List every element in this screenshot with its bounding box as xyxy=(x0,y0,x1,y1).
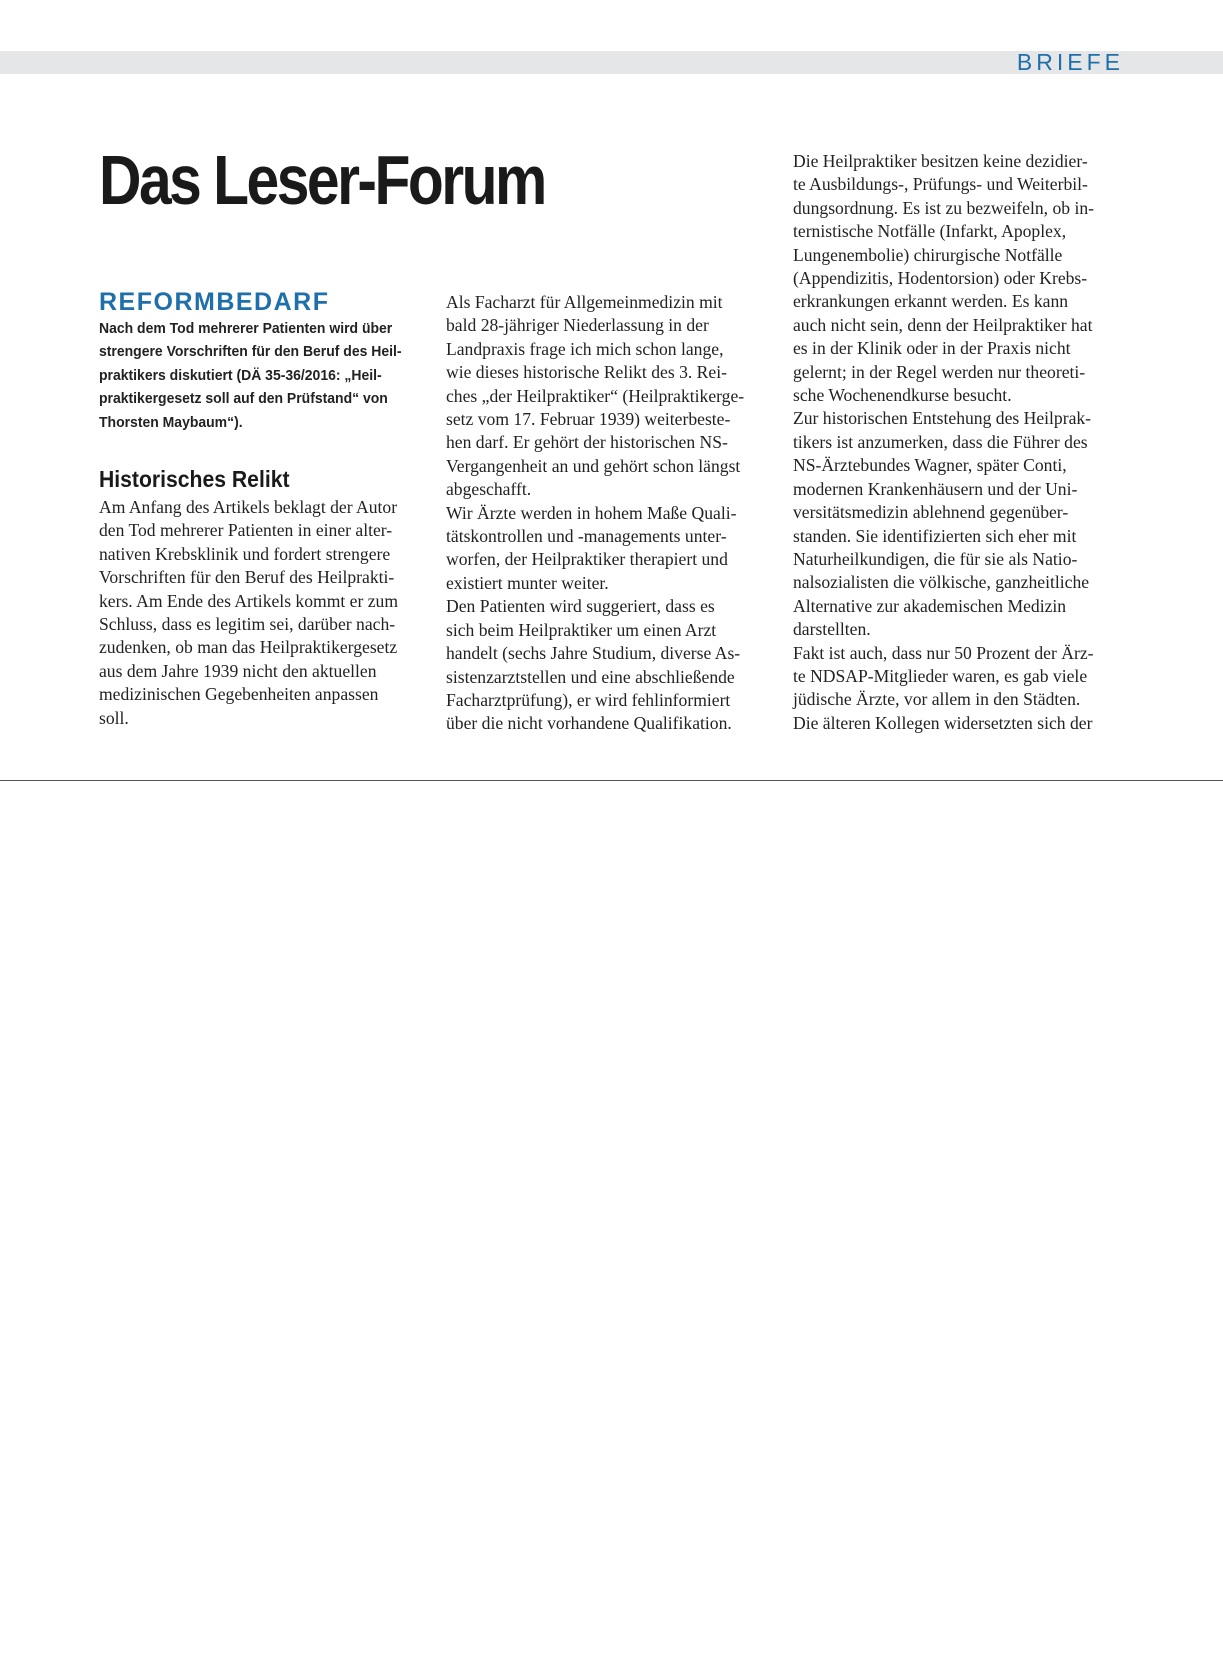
text-line: Den Patienten wird suggeriert, dass es xyxy=(446,596,715,617)
article-intro xyxy=(99,317,435,434)
section-label: BRIEFE xyxy=(1016,49,1124,75)
text-line: Schluss, dass es legitim sei, darüber nach- xyxy=(99,614,396,635)
text-line: kers. Am Ende des Artikels kommt er zum xyxy=(99,590,399,611)
text-line: nalsozialisten die völkische, ganzheitliche xyxy=(793,572,1090,593)
text-line: te NDSAP-Mitglieder waren, es gab viele xyxy=(793,665,1088,686)
intro-line: Nach dem Tod mehrerer Patienten wird über xyxy=(99,320,393,337)
article-subhead: Historisches Relikt xyxy=(99,466,290,493)
text-line: Die Heilpraktiker besitzen keine dezidier- xyxy=(793,151,1088,171)
text-line: te Ausbildungs-, Prüfungs- und Weiterbil- xyxy=(793,174,1088,195)
column-2-body xyxy=(446,291,781,736)
text-line: setz vom 17. Februar 1939) weiterbeste- xyxy=(446,409,731,430)
intro-line: Thorsten Maybaum“). xyxy=(99,413,243,431)
text-line: gelernt; in der Regel werden nur theoreti- xyxy=(793,361,1086,382)
text-line: den Tod mehrerer Patienten in einer alter- xyxy=(99,520,393,541)
text-line: auch nicht sein, denn der Heilpraktiker hat xyxy=(793,314,1093,335)
text-line: sich beim Heilpraktiker um einen Arzt xyxy=(446,619,717,640)
text-line: existiert munter weiter. xyxy=(446,572,609,593)
text-line: nativen Krebsklinik und fordert strengere xyxy=(99,543,391,564)
text-line: modernen Krankenhäusern und der Uni- xyxy=(793,478,1078,499)
text-line: versitätsmedizin ablehnend gegenüber- xyxy=(793,502,1069,523)
text-line: worfen, der Heilpraktiker therapiert und xyxy=(446,549,728,570)
article-kicker: REFORMBEDARF xyxy=(99,288,330,316)
text-line: wie dieses historische Relikt des 3. Rei- xyxy=(446,362,727,383)
text-line: medizinischen Gegebenheiten anpassen xyxy=(99,684,379,705)
page-title: Das Leser-Forum xyxy=(99,141,545,219)
text-line: tätskontrollen und -managements unter- xyxy=(446,526,727,547)
text-line: Landpraxis frage ich mich schon lange, xyxy=(446,338,724,359)
text-line: Zur historischen Entstehung des Heilprak- xyxy=(793,408,1092,429)
article-column-1 xyxy=(99,287,434,730)
article-column-2 xyxy=(446,291,781,736)
text-line: zudenken, ob man das Heilpraktikergesetz xyxy=(99,637,398,658)
column-1-body xyxy=(99,496,434,730)
text-line: (Appendizitis, Hodentorsion) oder Krebs- xyxy=(793,268,1088,289)
text-line: Fakt ist auch, dass nur 50 Prozent der Ärz- xyxy=(793,642,1094,663)
text-line: ternistische Notfälle (Infarkt, Apoplex, xyxy=(793,221,1067,242)
article-column-3 xyxy=(793,150,1128,735)
text-line: abgeschafft. xyxy=(446,479,532,500)
text-line: tikers ist anzumerken, dass die Führer des xyxy=(793,431,1088,452)
text-line: es in der Klinik oder in der Praxis nicht xyxy=(793,338,1071,359)
text-line: erkrankungen erkannt werden. Es kann xyxy=(793,291,1069,312)
intro-line: praktikergesetz soll auf den Prüfstand“ von xyxy=(99,390,388,408)
text-line: Die älteren Kollegen widersetzten sich der xyxy=(793,712,1093,733)
text-line: über die nicht vorhandene Qualifikation. xyxy=(446,713,732,734)
text-line: darstellten. xyxy=(793,619,871,640)
bottom-divider xyxy=(0,780,1223,781)
text-line: Naturheilkundigen, die für sie als Natio- xyxy=(793,548,1078,569)
text-line: dungsordnung. Es ist zu bezweifeln, ob in- xyxy=(793,197,1094,218)
text-line: Vergangenheit an und gehört schon längst xyxy=(446,455,741,476)
text-line: Alternative zur akademischen Medizin xyxy=(793,595,1067,616)
text-line: sistenzarztstellen und eine abschließende xyxy=(446,666,735,687)
text-line: Vorschriften für den Beruf des Heilprakti- xyxy=(99,567,395,588)
text-line: jüdische Ärzte, vor allem in den Städten. xyxy=(793,689,1081,710)
text-line: bald 28-jähriger Niederlassung in der xyxy=(446,315,709,336)
text-line: Als Facharzt für Allgemeinmedizin mit xyxy=(446,292,723,312)
text-line: NS-Ärztebundes Wagner, später Conti, xyxy=(793,455,1067,476)
text-line: Am Anfang des Artikels beklagt der Autor xyxy=(99,497,398,518)
intro-line: praktikers diskutiert (DÄ 35-36/2016: „Heil- xyxy=(99,366,382,384)
text-line: soll. xyxy=(99,707,129,728)
text-line: aus dem Jahre 1939 nicht den aktuellen xyxy=(99,660,377,681)
text-line: Facharztprüfung), er wird fehlinformiert xyxy=(446,689,731,710)
text-line: standen. Sie identifizierten sich eher mit xyxy=(793,525,1077,546)
text-line: Wir Ärzte werden in hohem Maße Quali- xyxy=(446,502,737,523)
text-line: hen darf. Er gehört der historischen NS- xyxy=(446,432,728,453)
text-line: Lungenembolie) chirurgische Notfälle xyxy=(793,244,1063,265)
text-line: sche Wochenendkurse besucht. xyxy=(793,385,1012,406)
text-line: ches „der Heilpraktiker“ (Heilpraktikerge- xyxy=(446,385,745,406)
intro-line: strengere Vorschriften für den Beruf des Heil- xyxy=(99,343,402,361)
column-3-body xyxy=(793,150,1128,735)
text-line: handelt (sechs Jahre Studium, diverse As- xyxy=(446,643,741,664)
